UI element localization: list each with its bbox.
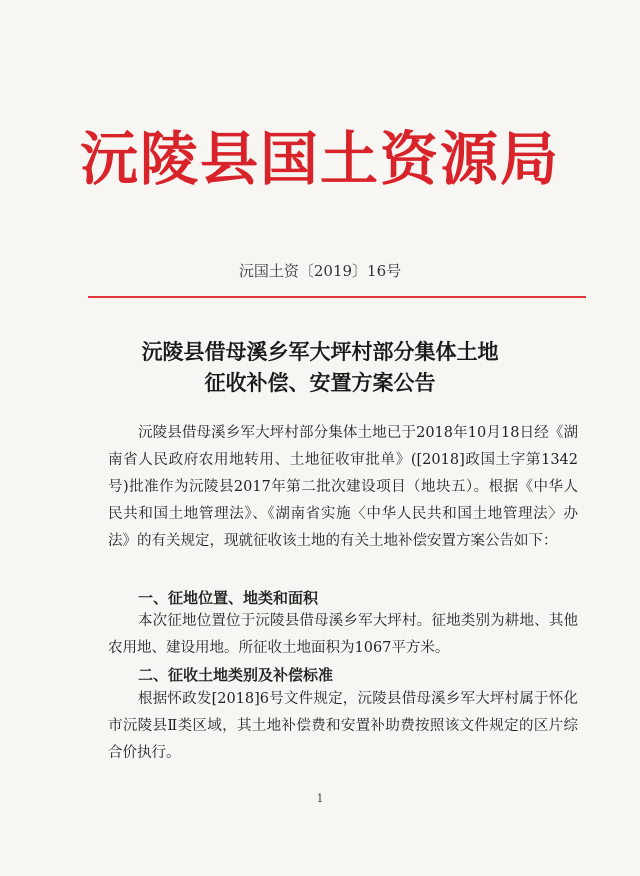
red-divider [88, 296, 586, 298]
section-1-heading: 一、征地位置、地类和面积 [138, 589, 319, 607]
document-number: 沅国土资〔2019〕16号 [238, 262, 402, 280]
title-line-2: 征收补偿、安置方案公告 [204, 370, 436, 395]
title-line-1: 沅陵县借母溪乡军大坪村部分集体土地 [141, 339, 499, 364]
notice-title [0, 336, 640, 398]
page-number: 1 [316, 792, 324, 805]
section-2-paragraph: 根据怀政发[2018]6号文件规定，沅陵县借母溪乡军大坪村属于怀化市沅陵县Ⅱ类区域，其土地补偿费和安置补助费按照该文件规定的区片综合价执行。 [108, 691, 578, 761]
intro-paragraph: 沅陵县借母溪乡军大坪村部分集体土地已于2018年10月18日经《湖南省人民政府农用地转用、土地征收审批单》([2018]政国土字第1342号)批准作为沅陵县2017年第二批次建设项目（地块五）。根据《中华人民共和国土地管理法》、《湖南省实施〈中华人民共和国土地管理法〉办法》的有关规定，现就征收该土地的有关土地补偿安置方案公告如下： [108, 425, 578, 549]
section-2-heading: 二、征收土地类别及补偿标准 [138, 666, 334, 684]
agency-masthead: 沅陵县国土资源局 [79, 125, 560, 193]
section-1-paragraph: 本次征地位置位于沅陵县借母溪乡军大坪村。征地类别为耕地、其他农用地、建设用地。所征收土地面积为1067平方米。 [108, 613, 578, 656]
